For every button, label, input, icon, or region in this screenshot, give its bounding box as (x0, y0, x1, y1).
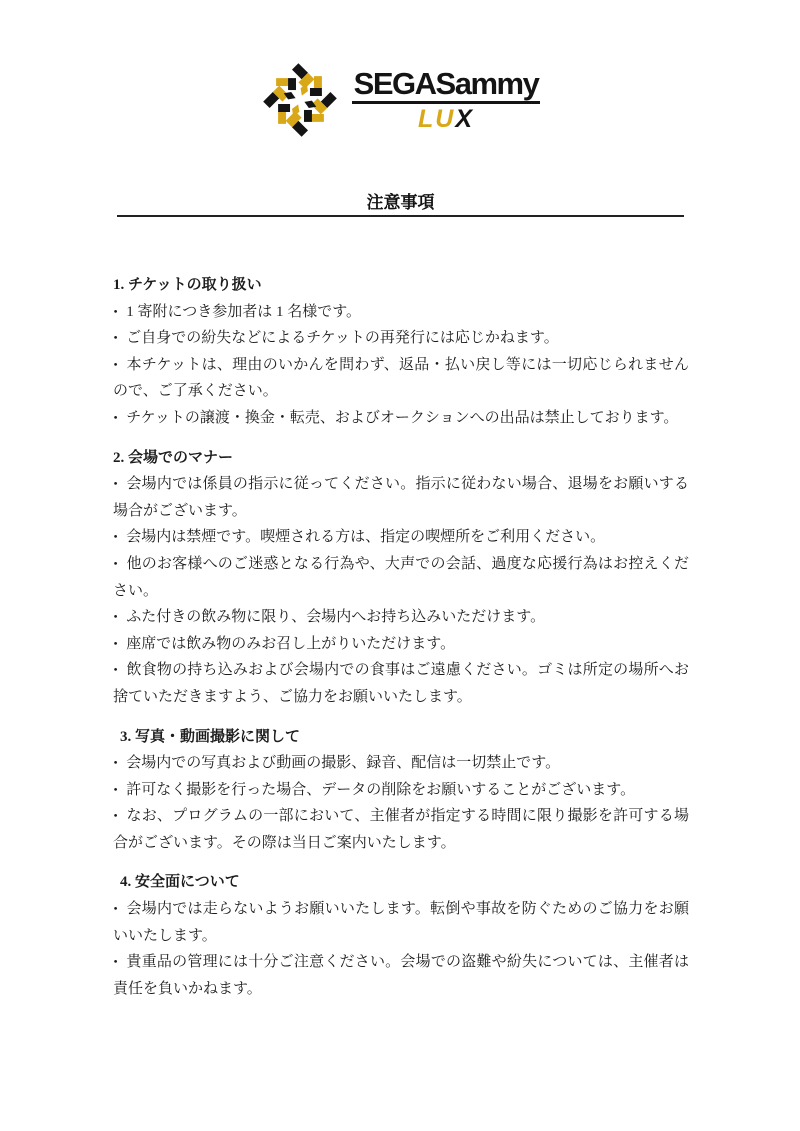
section-photo-video (113, 724, 689, 857)
bullet-icon: • (113, 411, 118, 425)
bullet-icon: • (113, 783, 118, 797)
list-item (113, 299, 689, 326)
bullet-icon: • (113, 610, 118, 624)
section-ticket-handling (113, 272, 689, 432)
section-heading: 4. 安全面について (120, 874, 240, 891)
bullet-icon: • (113, 756, 118, 770)
list-item (113, 657, 689, 710)
list-item (113, 750, 689, 777)
brand-name-text: SEGASammy (352, 68, 541, 104)
list-item-text: 座席では飲み物のみお召し上がりいただけます。 (126, 635, 456, 652)
notice-content (113, 272, 689, 1002)
list-item (113, 604, 689, 631)
list-item (113, 896, 689, 949)
bullet-icon: • (113, 902, 118, 916)
section-heading: 2. 会場でのマナー (113, 449, 234, 466)
sega-sammy-pinwheel-icon (260, 60, 340, 140)
bullet-icon: • (113, 305, 118, 319)
list-item (113, 803, 689, 856)
brand-lux-gold-letters: LU (417, 105, 456, 133)
list-item-text: ふた付きの飲み物に限り、会場内へお持ち込みいただけます。 (126, 609, 546, 626)
list-item (113, 471, 689, 524)
bullet-icon: • (113, 358, 118, 372)
list-item-text: 会場内では走らないようお願いいたします。転倒や事故を防ぐためのご協力をお願いいたします。 (113, 901, 689, 944)
list-item-text: 会場内は禁煙です。喫煙される方は、指定の喫煙所をご利用ください。 (126, 529, 606, 546)
list-item (113, 352, 689, 405)
list-item (113, 551, 689, 604)
list-item-text: 他のお客様へのご迷惑となる行為や、大声での会話、過度な応援行為はお控えください。 (113, 555, 689, 599)
bullet-icon: • (113, 331, 118, 345)
sega-sammy-lux-logo (0, 60, 800, 140)
list-item-text: なお、プログラムの一部において、主催者が指定する時間に限り撮影を許可する場合がございます。その際は当日ご案内いたします。 (113, 808, 689, 851)
logo-wordmark (352, 68, 541, 132)
list-item-text: ご自身での紛失などによるチケットの再発行には応じかねます。 (126, 330, 559, 347)
list-item (113, 949, 689, 1002)
section-venue-manners (113, 445, 689, 711)
list-item (113, 405, 689, 432)
list-item (113, 777, 689, 804)
brand-lux-text (418, 107, 474, 132)
list-item (113, 524, 689, 551)
section-heading: 1. チケットの取り扱い (113, 277, 262, 293)
section-safety (113, 869, 689, 1002)
bullet-icon: • (113, 477, 118, 491)
brand-lux-black-letter: X (455, 105, 474, 133)
bullet-icon: • (113, 809, 118, 823)
section-heading: 3. 写真・動画撮影に関して (120, 728, 301, 745)
bullet-icon: • (113, 531, 118, 544)
list-item-text: 許可なく撮影を行った場合、データの削除をお願いすることがございます。 (126, 781, 636, 798)
list-item-text: チケットの譲渡・換金・転売、およびオークションへの出品は禁止しております。 (126, 409, 679, 426)
list-item (113, 325, 689, 352)
page-title: 注意事項 (117, 192, 684, 217)
list-item (113, 631, 689, 658)
list-item-text: 1 寄附につき参加者は 1 名様です。 (126, 303, 362, 320)
bullet-icon: • (113, 637, 118, 651)
list-item-text: 会場内での写真および動画の撮影、録音、配信は一切禁止です。 (126, 755, 561, 772)
list-item-text: 会場内では係員の指示に従ってください。指示に従わない場合、退場をお願いする場合がございます。 (113, 476, 689, 519)
bullet-icon: • (113, 663, 118, 677)
bullet-icon: • (113, 955, 118, 969)
list-item-text: 本チケットは、理由のいかんを問わず、返品・払い戻し等には一切応じられませんので、ご了承ください。 (113, 356, 689, 400)
bullet-icon: • (113, 557, 118, 571)
list-item-text: 貴重品の管理には十分ご注意ください。会場での盗難や紛失については、主催者は責任を負いかねます。 (113, 954, 689, 997)
list-item-text: 飲食物の持ち込みおよび会場内での食事はご遠慮ください。ゴミは所定の場所へお捨ていただきますよう、ご協力をお願いいたします。 (113, 662, 689, 705)
